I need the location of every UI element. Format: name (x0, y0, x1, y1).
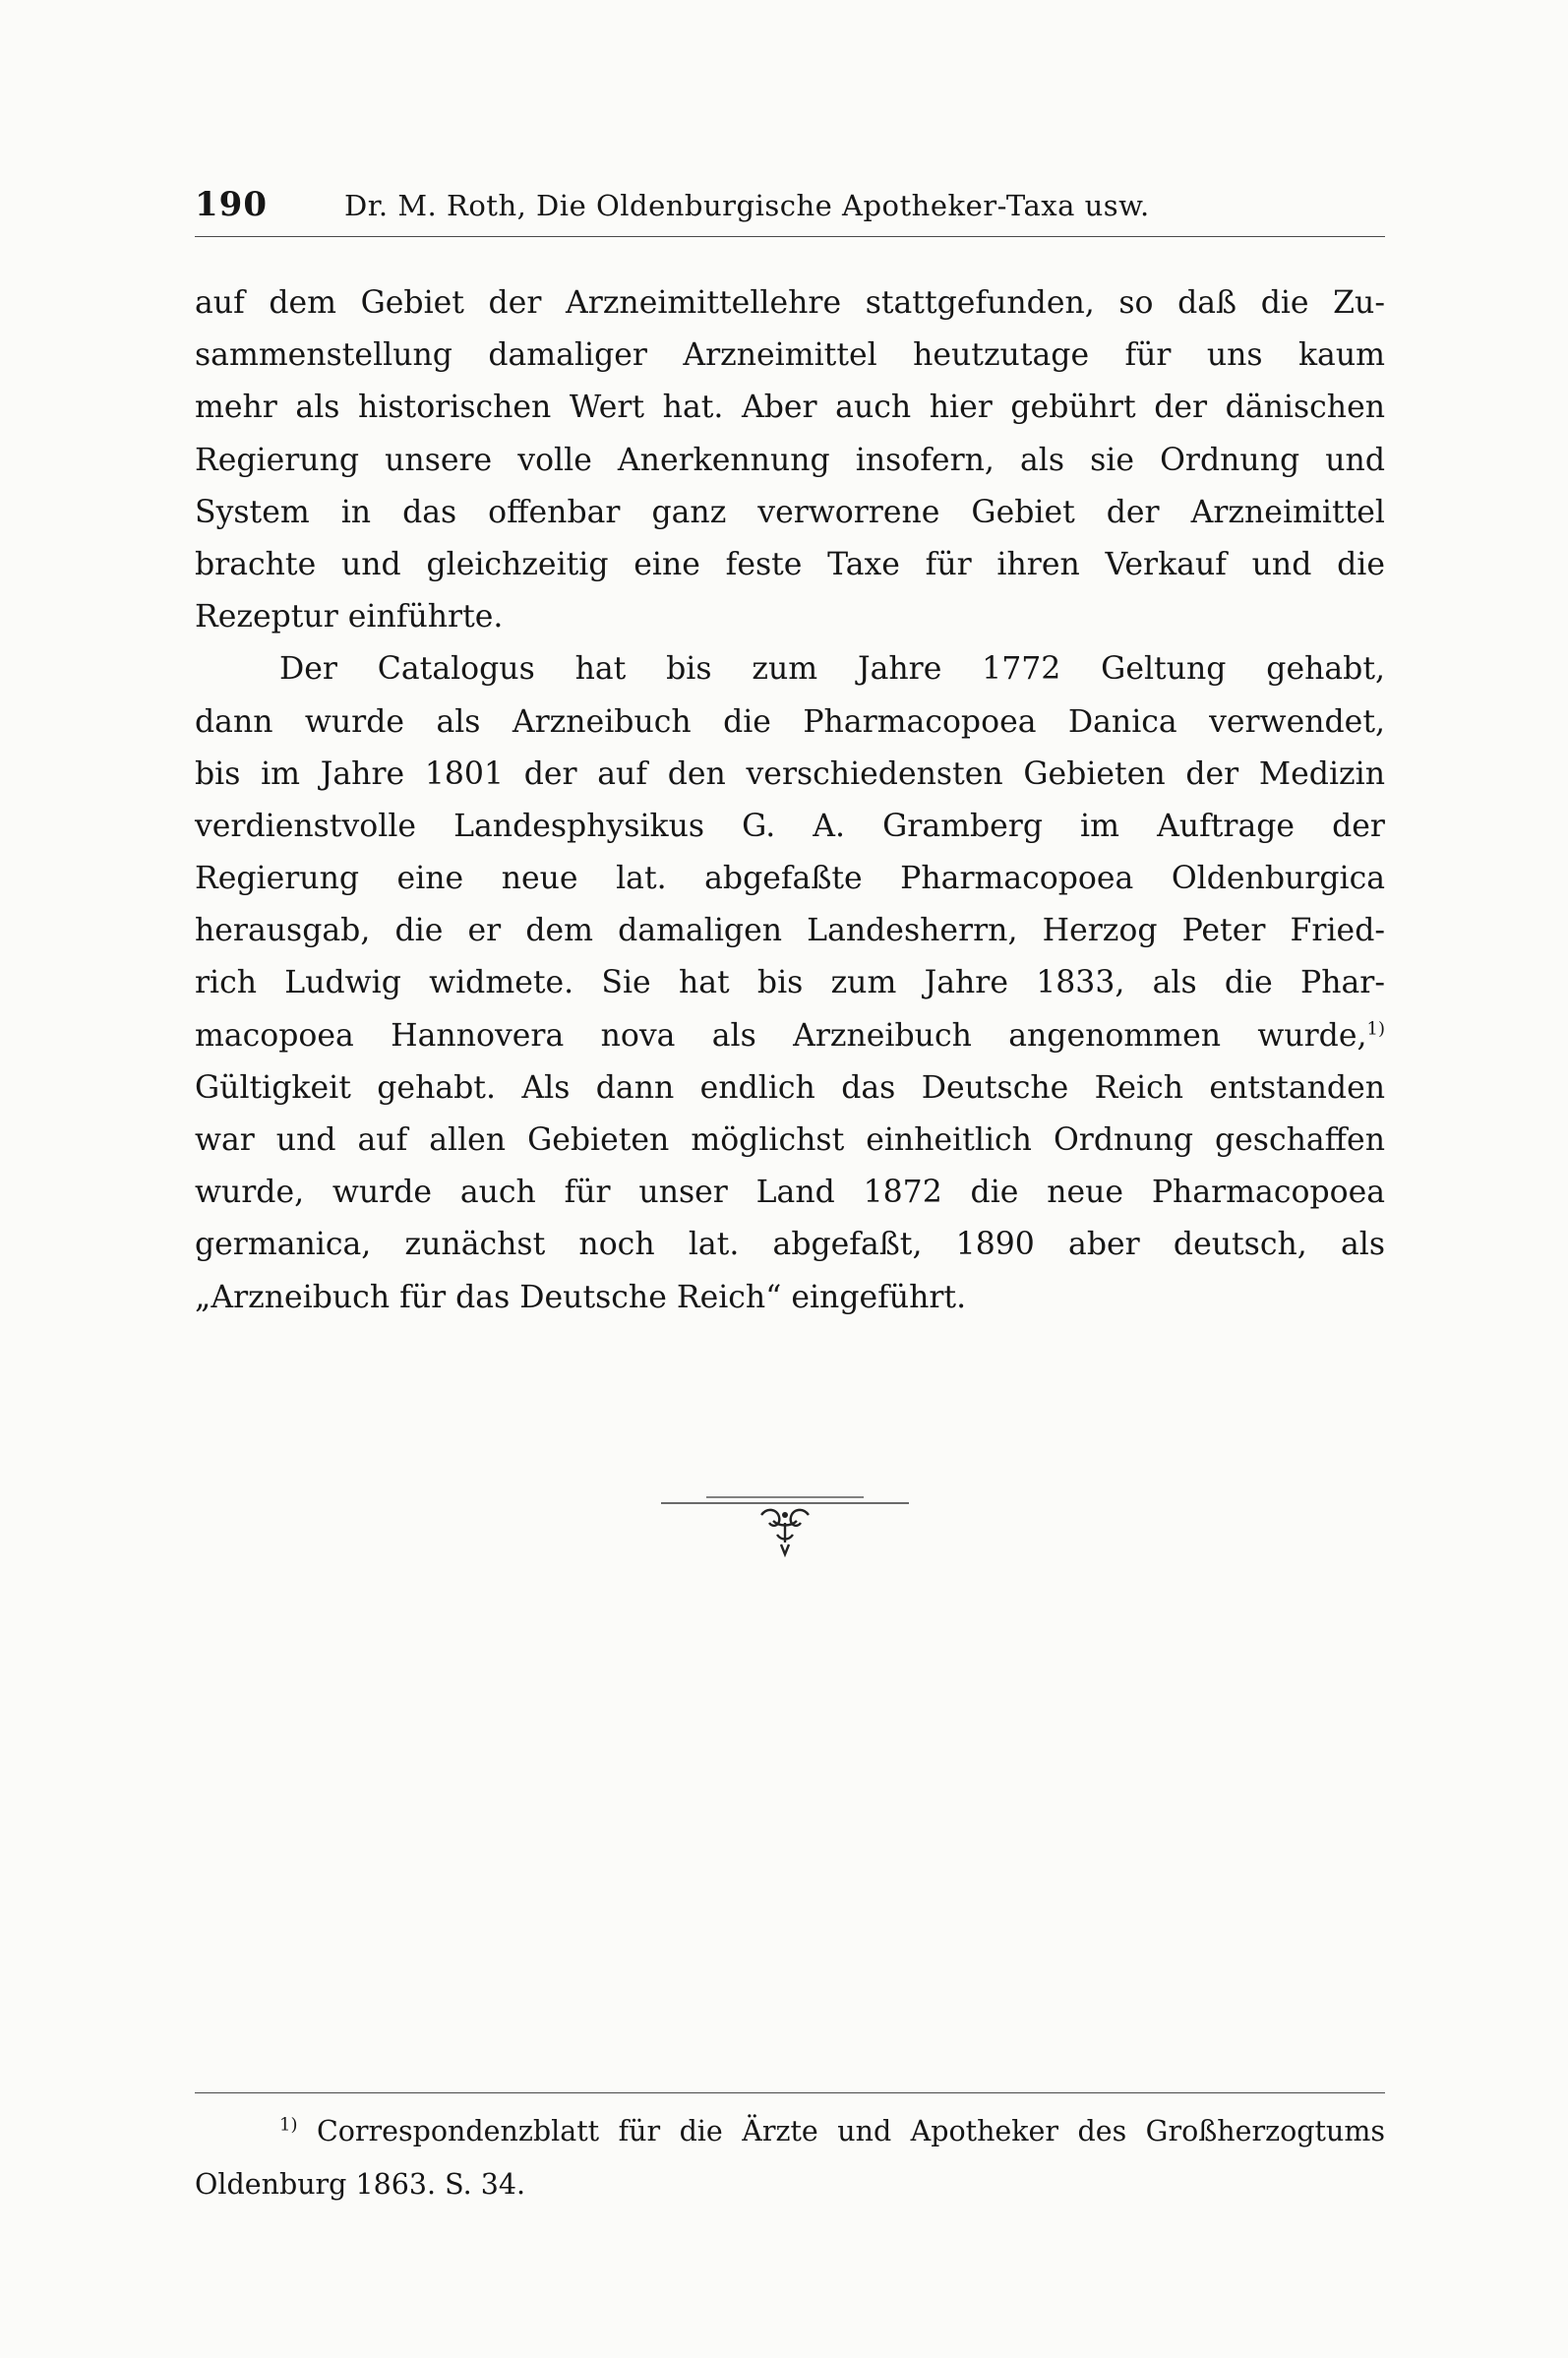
body-text (195, 277, 1385, 1324)
text-line: verdienstvolle Landesphysikus G. A. Gramberg im Auftrage der (195, 808, 1385, 844)
text-line: auf dem Gebiet der Arzneimittellehre stattgefunden, so daß die Zu- (195, 285, 1385, 321)
page-number: 190 (195, 185, 268, 224)
text-line: Regierung unsere volle Anerkennung insofern, als sie Ordnung und (195, 442, 1385, 478)
text-line: dann wurde als Arzneibuch die Pharmacopoea Danica verwendet, (195, 703, 1385, 740)
text-line: germanica, zunächst noch lat. abgefaßt, 1890 aber deutsch, als (195, 1227, 1385, 1263)
text-line-with-footnote-ref (195, 1010, 1385, 1062)
text-segment: macopoea Hannovera nova als Arzneibuch angenommen wurde, (195, 1017, 1367, 1054)
footnote-rule (195, 2092, 1385, 2093)
text-line: bis im Jahre 1801 der auf den verschiedensten Gebieten der Medizin (195, 756, 1385, 792)
text-line: Der Catalogus hat bis zum Jahre 1772 Geltung gehabt, (279, 651, 1385, 688)
text-line: rich Ludwig widmete. Sie hat bis zum Jahre 1833, als die Phar- (195, 965, 1385, 1001)
footnote-marker: 1) (279, 2114, 298, 2136)
text-line: wurde, wurde auch für unser Land 1872 die neue Pharmacopoea (195, 1175, 1385, 1211)
footnote-line: Oldenburg 1863. S. 34. (195, 2168, 526, 2201)
text-line: Rezeptur einführte. (195, 599, 504, 635)
footnote-text: Correspondenzblatt für die Ärzte und Apotheker des Großherzogtums (316, 2115, 1385, 2147)
footnote-section (195, 2105, 1385, 2211)
fleuron-ornament-icon (657, 1493, 913, 1562)
text-line: war und auf allen Gebieten möglichst einheitlich Ordnung geschaffen (195, 1122, 1385, 1158)
page-header (195, 177, 1385, 226)
running-head: Dr. M. Roth, Die Oldenburgische Apotheker-Taxa usw. (344, 189, 1150, 222)
text-line: sammenstellung damaliger Arzneimittel heutzutage für uns kaum (195, 337, 1385, 374)
header-rule (195, 236, 1385, 237)
text-line: Regierung eine neue lat. abgefaßte Pharmacopoea Oldenburgica (195, 861, 1385, 897)
text-line: „Arzneibuch für das Deutsche Reich“ eingeführt. (195, 1279, 967, 1315)
footnote-line (195, 2105, 1385, 2158)
text-line: brachte und gleichzeitig eine feste Taxe für ihren Verkauf und die (195, 546, 1385, 582)
text-line: mehr als historischen Wert hat. Aber auch hier gebührt der dänischen (195, 390, 1385, 426)
text-line: System in das offenbar ganz verworrene Gebiet der Arzneimittel (195, 494, 1385, 530)
text-line: Gültigkeit gehabt. Als dann endlich das Deutsche Reich entstanden (195, 1069, 1385, 1106)
text-line: herausgab, die er dem damaligen Landesherrn, Herzog Peter Fried- (195, 913, 1385, 949)
footnote-reference[interactable]: 1) (1366, 1018, 1385, 1040)
